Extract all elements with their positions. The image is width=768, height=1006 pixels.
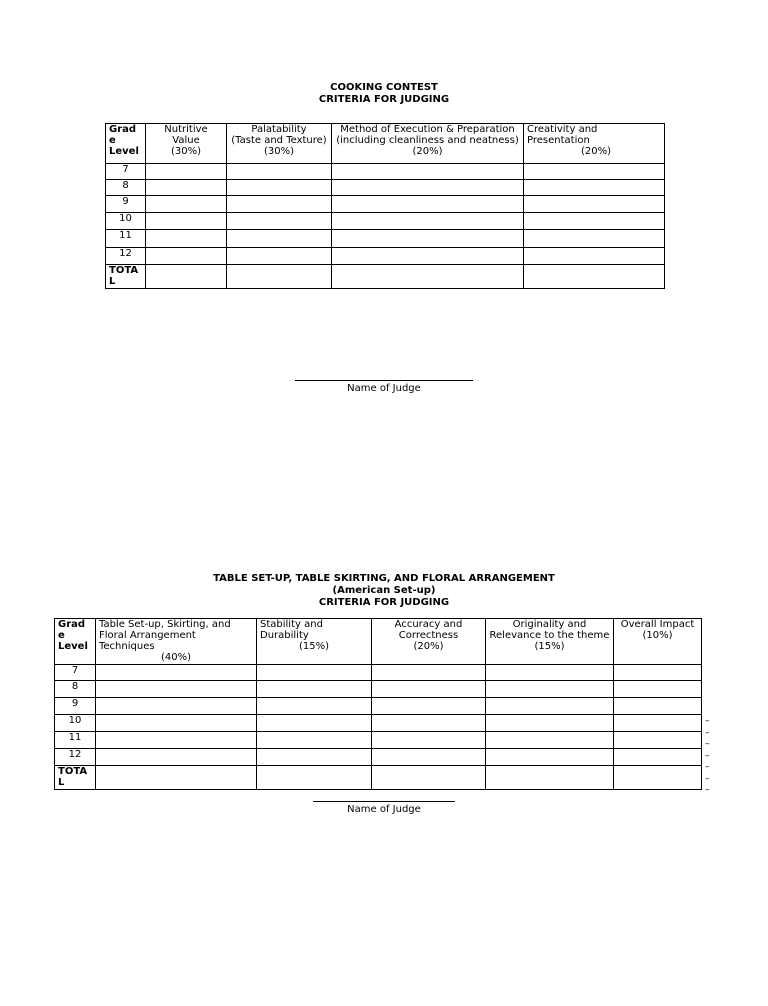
grade-cell: 7 xyxy=(55,665,96,681)
score-cell[interactable] xyxy=(227,196,332,213)
total-cell[interactable] xyxy=(332,265,524,289)
score-cell[interactable] xyxy=(332,248,524,265)
total-cell[interactable] xyxy=(227,265,332,289)
header-line: Value xyxy=(172,135,200,146)
score-cell[interactable] xyxy=(486,715,614,732)
score-cell[interactable] xyxy=(614,681,702,698)
total-label-line: L xyxy=(58,777,65,788)
grade-header-line: Level xyxy=(58,641,88,652)
grade-header-line: Grad xyxy=(109,124,137,135)
table-row xyxy=(106,180,665,196)
total-label xyxy=(106,265,146,289)
score-cell[interactable] xyxy=(146,213,227,230)
header-line: Techniques xyxy=(99,641,155,652)
score-cell[interactable] xyxy=(146,196,227,213)
grade-header-line: Grad xyxy=(58,619,86,630)
table-row xyxy=(106,230,665,248)
stray-dash-marks: – – – – – – – xyxy=(705,716,710,795)
table-row xyxy=(55,665,702,681)
header-line: (30%) xyxy=(170,146,202,157)
header-line: (Taste and Texture) xyxy=(231,135,327,146)
cooking-criteria-table xyxy=(105,123,665,289)
score-cell[interactable] xyxy=(96,665,257,681)
score-cell[interactable] xyxy=(96,681,257,698)
score-cell[interactable] xyxy=(614,715,702,732)
judge-name-label: Name of Judge xyxy=(347,804,421,815)
header-line: Method of Execution & Preparation xyxy=(340,124,515,135)
section2-title-line3: CRITERIA FOR JUDGING xyxy=(318,597,450,608)
header-line: (30%) xyxy=(263,146,295,157)
header-line: Nutritive xyxy=(164,124,208,135)
table-row xyxy=(106,196,665,213)
header-line: (15%) xyxy=(534,641,565,652)
score-cell[interactable] xyxy=(96,715,257,732)
header-line: Floral Arrangement xyxy=(99,630,196,641)
score-cell[interactable] xyxy=(524,230,665,248)
grade-cell: 10 xyxy=(106,213,146,230)
score-cell[interactable] xyxy=(257,715,372,732)
score-cell[interactable] xyxy=(332,213,524,230)
total-cell[interactable] xyxy=(257,766,372,790)
score-cell[interactable] xyxy=(372,715,486,732)
total-cell[interactable] xyxy=(146,265,227,289)
header-line: (20%) xyxy=(580,146,611,157)
header-line: Presentation xyxy=(527,135,590,146)
score-cell[interactable] xyxy=(227,180,332,196)
header-line: Originality and xyxy=(512,619,587,630)
section1-title-line2: CRITERIA FOR JUDGING xyxy=(318,94,450,105)
header-line: Accuracy and xyxy=(394,619,463,630)
header-line: (40%) xyxy=(160,652,192,663)
total-label-line: L xyxy=(109,276,116,287)
score-cell[interactable] xyxy=(372,732,486,749)
nutritive-value-header xyxy=(146,124,227,164)
score-cell[interactable] xyxy=(614,732,702,749)
grade-cell: 8 xyxy=(106,180,146,196)
header-line: (15%) xyxy=(298,641,330,652)
grade-cell: 8 xyxy=(55,681,96,698)
judge-name-label: Name of Judge xyxy=(347,383,421,394)
total-cell[interactable] xyxy=(96,766,257,790)
grade-cell: 11 xyxy=(106,230,146,248)
score-cell[interactable] xyxy=(372,749,486,766)
score-cell[interactable] xyxy=(227,248,332,265)
section2-title-line2: (American Set-up) xyxy=(332,585,436,596)
header-line: Correctness xyxy=(398,630,459,641)
header-line: Creativity and xyxy=(527,124,598,135)
grade-header-line: Level xyxy=(109,146,139,157)
table-row xyxy=(106,213,665,230)
score-cell[interactable] xyxy=(486,698,614,715)
score-cell[interactable] xyxy=(486,681,614,698)
table-row xyxy=(55,732,702,749)
score-cell[interactable] xyxy=(372,681,486,698)
header-line: (20%) xyxy=(412,146,443,157)
table-row xyxy=(106,164,665,180)
accuracy-header xyxy=(372,619,486,665)
score-cell[interactable] xyxy=(96,732,257,749)
judge-signature-line[interactable] xyxy=(313,801,455,802)
grade-level-header xyxy=(55,619,96,665)
originality-header xyxy=(486,619,614,665)
table-row xyxy=(55,698,702,715)
table-row xyxy=(106,248,665,265)
grade-cell: 7 xyxy=(106,164,146,180)
score-cell[interactable] xyxy=(146,230,227,248)
header-line: Durability xyxy=(260,630,309,641)
total-label-line: TOTA xyxy=(109,265,139,276)
score-cell[interactable] xyxy=(332,164,524,180)
score-cell[interactable] xyxy=(486,665,614,681)
section2-title-line1: TABLE SET-UP, TABLE SKIRTING, AND FLORAL ARRANGEMENT xyxy=(213,573,555,584)
stability-header xyxy=(257,619,372,665)
grade-cell: 12 xyxy=(106,248,146,265)
grade-header-line: e xyxy=(109,135,116,146)
table-header-row xyxy=(55,619,702,665)
score-cell[interactable] xyxy=(332,196,524,213)
table-header-row xyxy=(106,124,665,164)
table-setup-header xyxy=(96,619,257,665)
table-setup-criteria-table xyxy=(54,618,702,790)
method-of-execution-header xyxy=(332,124,524,164)
score-cell[interactable] xyxy=(96,749,257,766)
palatability-header xyxy=(227,124,332,164)
score-cell[interactable] xyxy=(524,180,665,196)
score-cell[interactable] xyxy=(257,681,372,698)
score-cell[interactable] xyxy=(524,164,665,180)
table-row xyxy=(55,715,702,732)
total-label-line: TOTA xyxy=(58,766,88,777)
score-cell[interactable] xyxy=(524,248,665,265)
score-cell[interactable] xyxy=(257,698,372,715)
section2-title xyxy=(0,573,768,609)
score-cell[interactable] xyxy=(227,213,332,230)
score-cell[interactable] xyxy=(486,749,614,766)
total-cell[interactable] xyxy=(486,766,614,790)
score-cell[interactable] xyxy=(257,665,372,681)
section1-title xyxy=(0,82,768,106)
total-row xyxy=(55,766,702,790)
score-cell[interactable] xyxy=(486,732,614,749)
grade-header-line: e xyxy=(58,630,65,641)
grade-cell: 10 xyxy=(55,715,96,732)
grade-level-header xyxy=(106,124,146,164)
header-line: Palatability xyxy=(251,124,307,135)
judge-signature-line[interactable] xyxy=(295,380,473,381)
section1-title-line1: COOKING CONTEST xyxy=(330,82,438,93)
header-line: (10%) xyxy=(642,630,673,641)
score-cell[interactable] xyxy=(96,698,257,715)
grade-cell: 9 xyxy=(55,698,96,715)
score-cell[interactable] xyxy=(257,749,372,766)
score-cell[interactable] xyxy=(524,196,665,213)
score-cell[interactable] xyxy=(146,164,227,180)
score-cell[interactable] xyxy=(227,230,332,248)
total-cell[interactable] xyxy=(614,766,702,790)
creativity-header xyxy=(524,124,665,164)
header-line: Table Set-up, Skirting, and xyxy=(99,619,231,630)
score-cell[interactable] xyxy=(614,665,702,681)
header-line: Overall Impact xyxy=(620,619,695,630)
score-cell[interactable] xyxy=(332,180,524,196)
header-line: Stability and xyxy=(260,619,323,630)
total-cell[interactable] xyxy=(524,265,665,289)
score-cell[interactable] xyxy=(227,164,332,180)
score-cell[interactable] xyxy=(332,230,524,248)
header-line: (including cleanliness and neatness) xyxy=(336,135,519,146)
grade-cell: 11 xyxy=(55,732,96,749)
score-cell[interactable] xyxy=(146,180,227,196)
grade-cell: 9 xyxy=(106,196,146,213)
table-row xyxy=(55,681,702,698)
score-cell[interactable] xyxy=(146,248,227,265)
header-line: Relevance to the theme xyxy=(489,630,610,641)
grade-cell: 12 xyxy=(55,749,96,766)
overall-impact-header xyxy=(614,619,702,665)
score-cell[interactable] xyxy=(372,665,486,681)
score-cell[interactable] xyxy=(372,698,486,715)
table-row xyxy=(55,749,702,766)
header-line: (20%) xyxy=(413,641,444,652)
score-cell[interactable] xyxy=(524,213,665,230)
total-label xyxy=(55,766,96,790)
score-cell[interactable] xyxy=(614,749,702,766)
score-cell[interactable] xyxy=(614,698,702,715)
total-cell[interactable] xyxy=(372,766,486,790)
score-cell[interactable] xyxy=(257,732,372,749)
total-row xyxy=(106,265,665,289)
